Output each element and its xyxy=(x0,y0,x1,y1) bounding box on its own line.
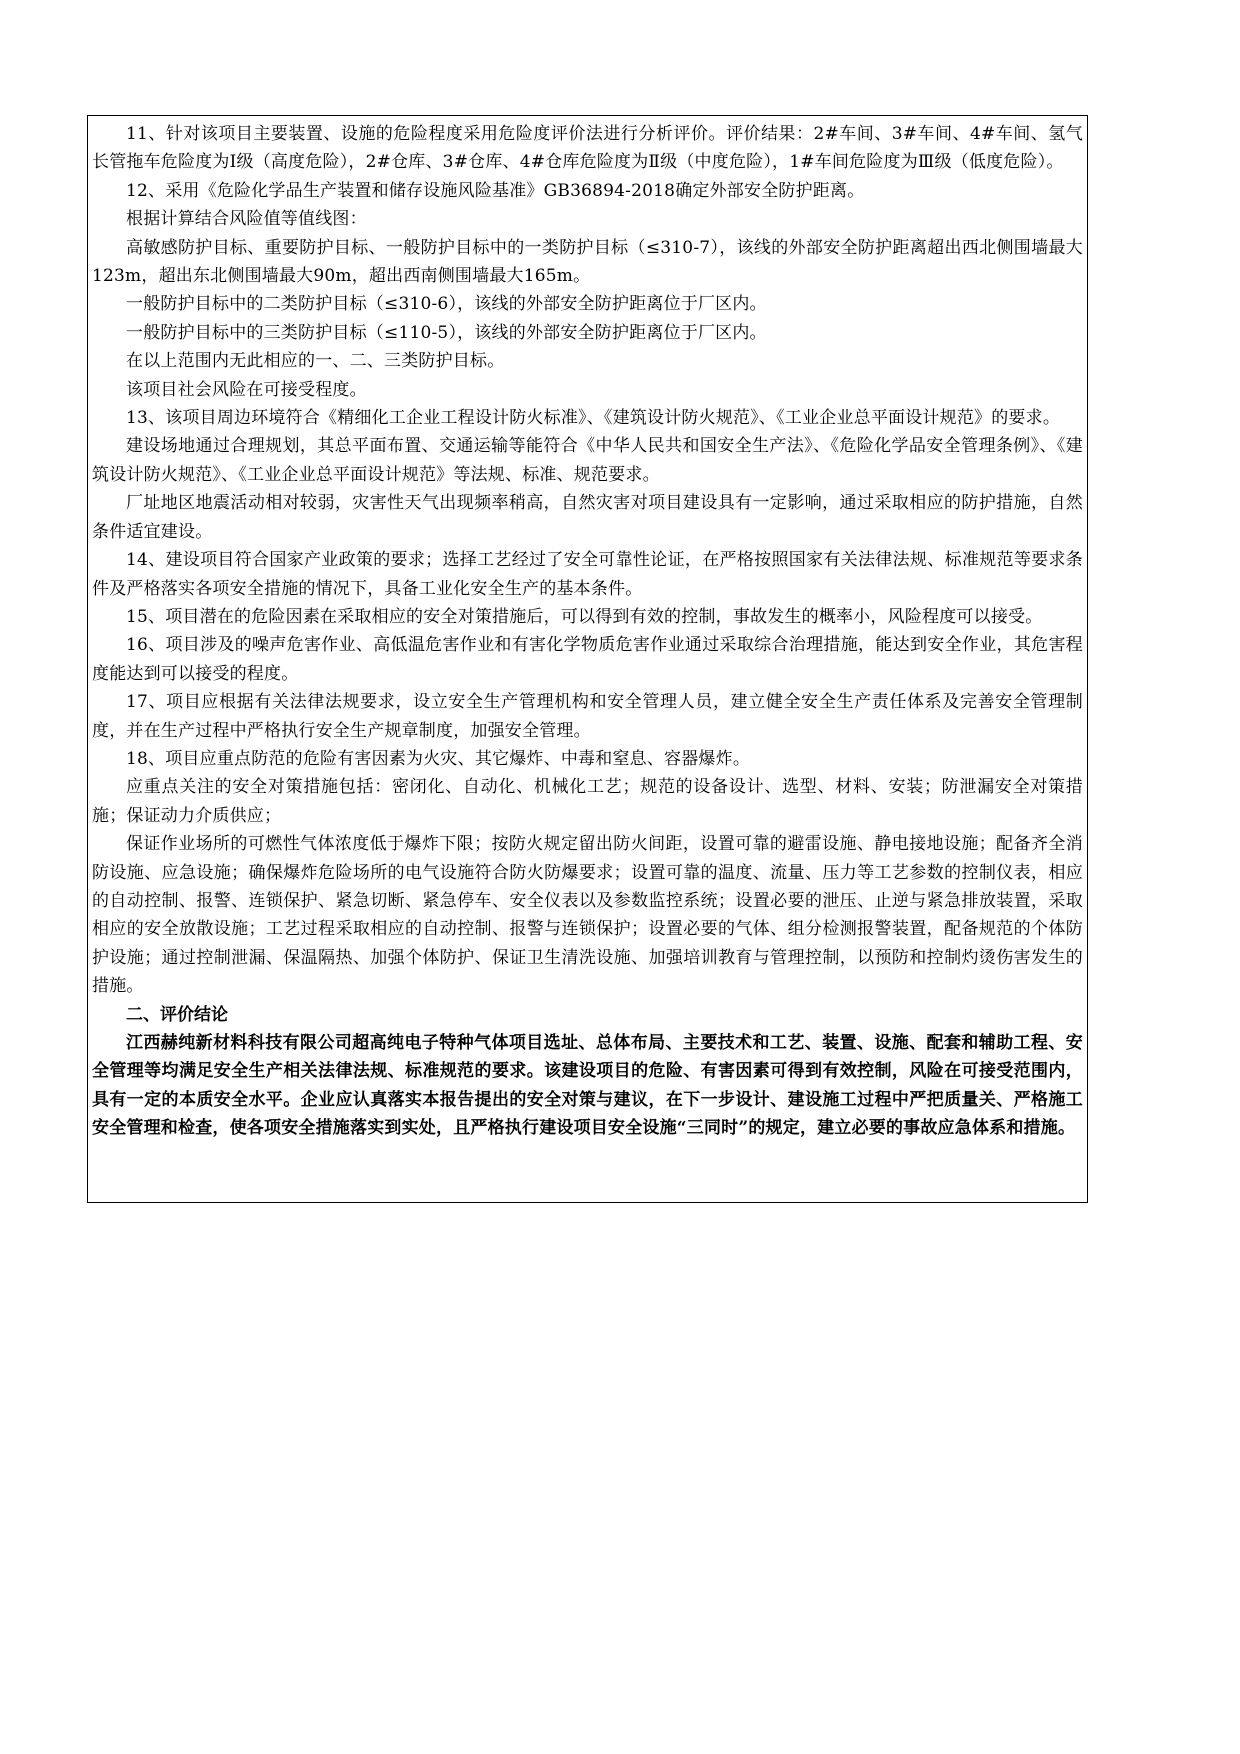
paragraph-risk-contour-intro: 根据计算结合风险值等值线图： xyxy=(126,209,367,230)
paragraph-no-targets: 在以上范围内无此相应的一、二、三类防护目标。 xyxy=(126,351,505,372)
paragraph-item-15: 15、项目潜在的危险因素在采取相应的安全对策措施后，可以得到有效的控制，事故发生的概率小，风险程度可以接受。 xyxy=(126,606,1043,627)
paragraph-class2-targets: 一般防护目标中的二类防护目标（≤310-6），该线的外部安全防护距离位于厂区内。 xyxy=(126,294,767,315)
paragraph-key-measures: 应重点关注的安全对策措施包括：密闭化、自动化、机械化工艺；规范的设备设计、选型、材料、安装；防泄漏安全对策措施；保证动力介质供应； xyxy=(92,777,1083,826)
paragraph-item-14: 14、建设项目符合国家产业政策的要求；选择工艺经过了安全可靠性论证，在严格按照国家有关法律法规、标准规范等要求条件及严格落实各项安全措施的情况下，具备工业化安全生产的基本条件。 xyxy=(92,550,1083,599)
paragraph-site-natural-conditions: 厂址地区地震活动相对较弱，灾害性天气出现频率稍高，自然灾害对项目建设具有一定影响，通过采取相应的防护措施，自然条件适宜建设。 xyxy=(92,493,1083,542)
paragraph-item-17: 17、项目应根据有关法律法规要求，设立安全生产管理机构和安全管理人员，建立健全安全生产责任体系及完善安全管理制度，并在生产过程中严格执行安全生产规章制度，加强安全管理。 xyxy=(92,692,1083,741)
report-table-cell xyxy=(87,115,1088,1203)
section-heading-conclusion: 二、评价结论 xyxy=(126,1004,228,1025)
paragraph-item-12: 12、采用《危险化学品生产装置和储存设施风险基准》GB36894-2018确定外部安全防护距离。 xyxy=(126,180,865,201)
paragraph-item-16: 16、项目涉及的噪声危害作业、高低温危害作业和有害化学物质危害作业通过采取综合治理措施，能达到安全作业，其危害程度能达到可以接受的程度。 xyxy=(92,635,1083,684)
paragraph-class3-targets: 一般防护目标中的三类防护目标（≤110-5），该线的外部安全防护距离位于厂区内。 xyxy=(126,322,767,343)
paragraph-item-13: 13、该项目周边环境符合《精细化工企业工程设计防火标准》、《建筑设计防火规范》、《工业企业总平面设计规范》的要求。 xyxy=(126,408,1061,429)
conclusion-paragraph: 江西赫纯新材料科技有限公司超高纯电子特种气体项目选址、总体布局、主要技术和工艺、装置、设施、配套和辅助工程、安全管理等均满足安全生产相关法律法规、标准规范的要求。该建设项目的危险、有害因素可得到有效控制，风险在可接受范围内，具有一定的本质安全水平。企业应认真落实本报告提出的安全对策与建议，在下一步设计、建设施工过程中严把质量关、严格施工安全管理和检查，使各项安全措施落实到实处，且严格执行建设项目安全设施“三同时”的规定，建立必要的事故应急体系和措施。 xyxy=(92,1033,1083,1139)
paragraph-class1-targets: 高敏感防护目标、重要防护目标、一般防护目标中的一类防护目标（≤310-7），该线的外部安全防护距离超出西北侧围墙最大123m，超出东北侧围墙最大90m，超出西南侧围墙最大165m。 xyxy=(92,237,1083,287)
paragraph-workplace-measures: 保证作业场所的可燃性气体浓度低于爆炸下限；按防火规定留出防火间距，设置可靠的避雷设施、静电接地设施；配备齐全消防设施、应急设施；确保爆炸危险场所的电气设施符合防火防爆要求；设置可靠的温度、流量、压力等工艺参数的控制仪表，相应的自动控制、报警、连锁保护、紧急切断、紧急停车、安全仪表以及参数监控系统；设置必要的泄压、止逆与紧急排放装置，采取相应的安全放散设施；工艺过程采取相应的自动控制、报警与连锁保护；设置必要的气体、组分检测报警装置，配备规范的个体防护设施；通过控制泄漏、保温隔热、加强个体防护、保证卫生清洗设施、加强培训教育与管理控制，以预防和控制灼烫伤害发生的措施。 xyxy=(92,834,1083,997)
paragraph-social-risk: 该项目社会风险在可接受程度。 xyxy=(126,379,367,400)
paragraph-item-18: 18、项目应重点防范的危险有害因素为火灾、其它爆炸、中毒和窒息、容器爆炸。 xyxy=(126,748,751,769)
paragraph-item-11: 11、针对该项目主要装置、设施的危险程度采用危险度评价法进行分析评价。评价结果：2#车间、3#车间、4#车间、氢气长管拖车危险度为Ⅰ级（高度危险），2#仓库、3#仓库、4#仓库危险度为Ⅱ级（中度危险），1#车间危险度为Ⅲ级（低度危险）。 xyxy=(92,124,1083,173)
paragraph-site-planning: 建设场地通过合理规划，其总平面布置、交通运输等能符合《中华人民共和国安全生产法》、《危险化学品安全管理条例》、《建筑设计防火规范》、《工业企业总平面设计规范》等法规、标准、规范要求。 xyxy=(92,436,1083,485)
